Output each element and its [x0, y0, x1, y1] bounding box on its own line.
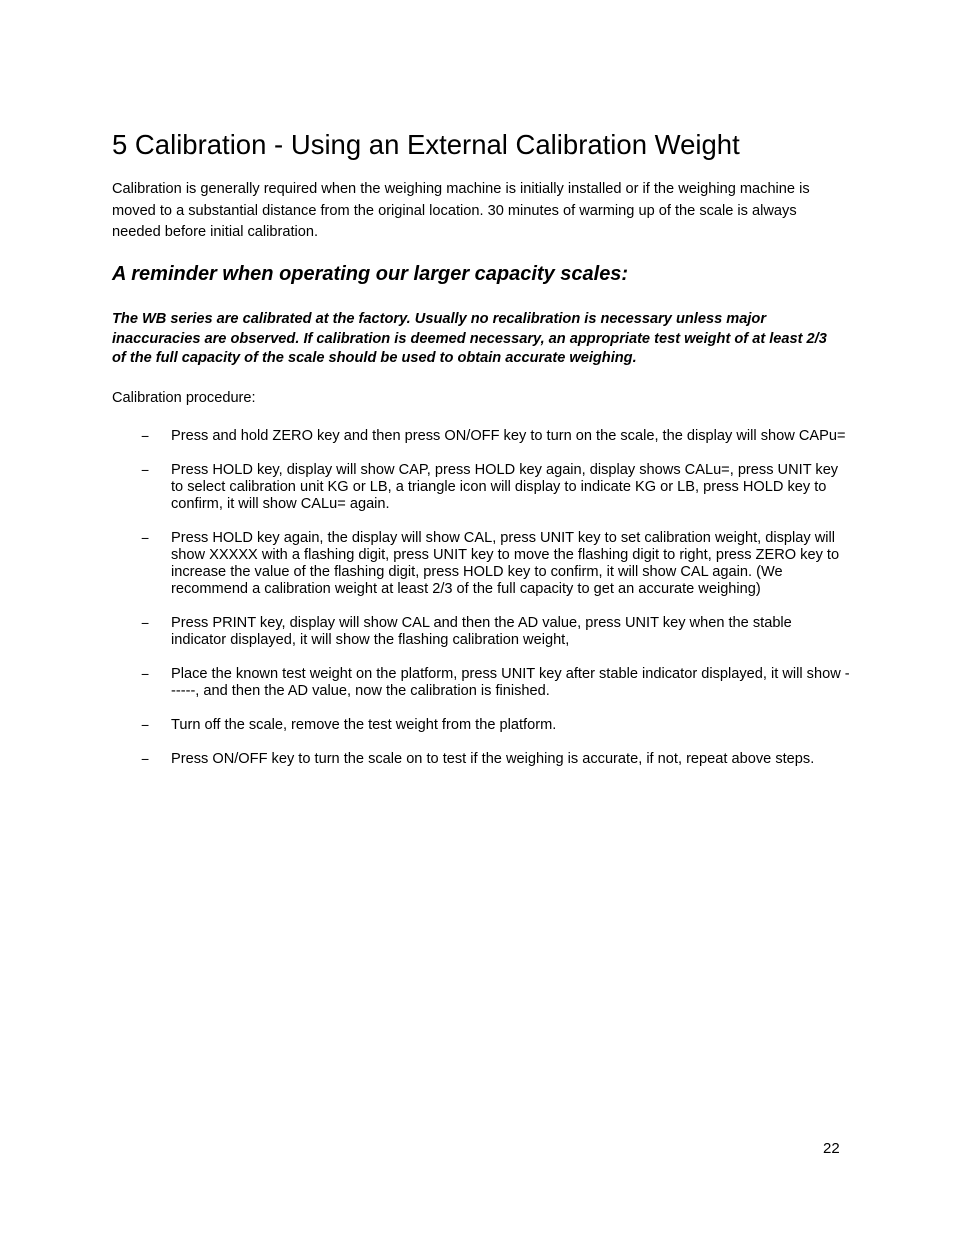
calibration-step [140, 530, 850, 598]
dash-bullet-icon: − [141, 751, 150, 767]
step-text: Press HOLD key again, the display will show CAL, press UNIT key to set calibration weight, display will show XXXXX with a flashing digit, press UNIT key to move the flashing digit to right, press ZERO key to increase the value of the flashing digit, press HOLD key to confirm, it will show CAL again. (We recommend a calibration weight at least 2/3 of the full capacity to get an accurate weighing) [171, 530, 840, 597]
calibration-step [140, 717, 850, 734]
reminder-heading: A reminder when operating our larger capacity scales: [112, 263, 629, 285]
procedure-label: Calibration procedure: [112, 390, 256, 406]
step-text: Turn off the scale, remove the test weight from the platform. [171, 717, 557, 733]
calibration-step [140, 615, 850, 649]
step-text: Press HOLD key, display will show CAP, press HOLD key again, display shows CALu=, press UNIT key to select calibration unit KG or LB, a triangle icon will display to indicate KG or LB, press HOLD key to confirm, it will show CALu= again. [171, 462, 839, 512]
step-text: Press PRINT key, display will show CAL and then the AD value, press UNIT key when the stable indicator displayed, it will show the flashing calibration weight, [171, 615, 792, 648]
step-text: Place the known test weight on the platform, press UNIT key after stable indicator displayed, it will show ------, and then the AD value, now the calibration is finished. [171, 666, 850, 699]
dash-bullet-icon: − [141, 615, 150, 631]
dash-bullet-icon: − [141, 462, 150, 478]
calibration-step [140, 666, 850, 700]
dash-bullet-icon: − [141, 428, 150, 444]
page-title: 5 Calibration - Using an External Calibration Weight [112, 129, 740, 160]
calibration-step [140, 751, 850, 768]
calibration-step [140, 462, 850, 513]
dash-bullet-icon: − [141, 666, 150, 682]
calibration-steps-list [140, 428, 850, 785]
calibration-step [140, 428, 850, 445]
dash-bullet-icon: − [141, 717, 150, 733]
step-text: Press and hold ZERO key and then press ON/OFF key to turn on the scale, the display will show CAPu= [171, 428, 846, 444]
dash-bullet-icon: − [141, 530, 150, 546]
page-number: 22 [823, 1140, 840, 1157]
intro-paragraph: Calibration is generally required when the weighing machine is initially installed or if the weighing machine is moved to a substantial distance from the original location. 30 minutes of warming up of the scale is always needed before initial calibration. [112, 181, 810, 240]
step-text: Press ON/OFF key to turn the scale on to test if the weighing is accurate, if not, repeat above steps. [171, 751, 815, 767]
reminder-note: The WB series are calibrated at the factory. Usually no recalibration is necessary unless major inaccuracies are observed. If calibration is deemed necessary, an appropriate test weight of at least 2/3 of the full capacity of the scale should be used to obtain accurate weighing. [112, 311, 827, 366]
